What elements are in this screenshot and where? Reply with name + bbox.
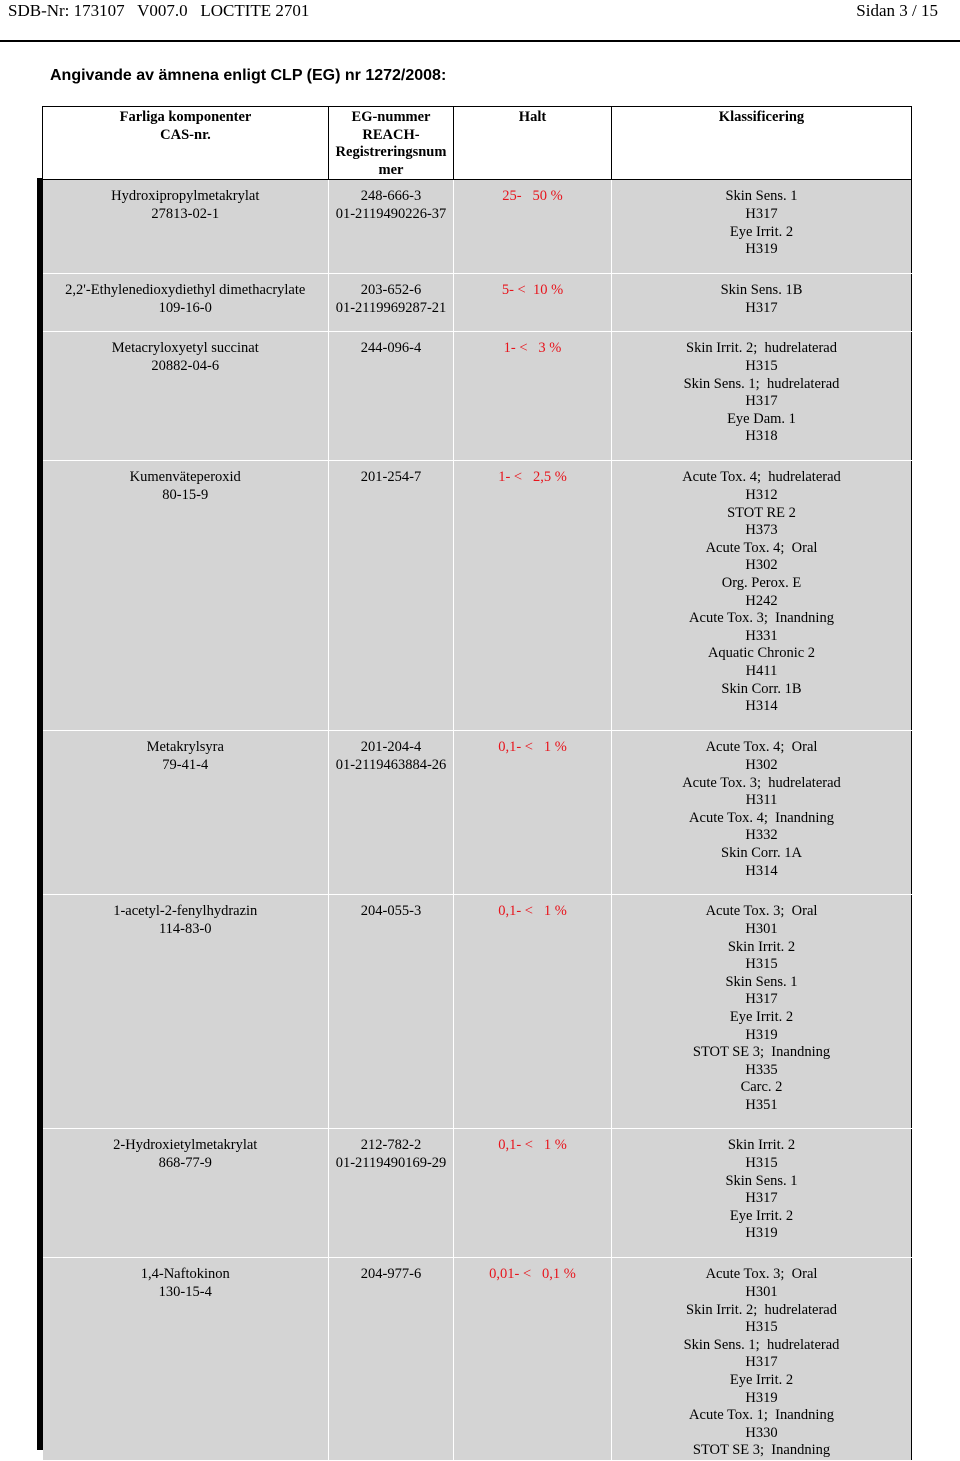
concentration-value: 1- < 2,5 % xyxy=(498,469,567,486)
classification-line: H315 xyxy=(745,1319,778,1336)
classification-line: H351 xyxy=(745,1096,778,1113)
component-name: 2-Hydroxietylmetakrylat xyxy=(113,1137,258,1154)
classification-line: H332 xyxy=(745,827,778,844)
classification-line: Skin Irrit. 2; hudrelaterad xyxy=(686,340,837,357)
classification-line: STOT SE 3; Inandning xyxy=(692,1044,831,1061)
classification-line: Skin Sens. 1 xyxy=(725,1172,798,1189)
component-name: Hydroxipropylmetakrylat xyxy=(111,188,260,205)
classification-cell xyxy=(612,461,912,731)
classification-line: Aquatic Chronic 2 xyxy=(707,645,816,662)
section-title: Angivande av ämnena enligt CLP (EG) nr 1272/2008: xyxy=(50,67,447,84)
classification-line: H373 xyxy=(745,522,778,539)
component-name: Metacryloxyetyl succinat xyxy=(111,340,259,357)
table-row xyxy=(43,895,912,1129)
classification-line: Skin Corr. 1B xyxy=(721,680,802,697)
ec-number-cell xyxy=(329,332,454,461)
concentration-cell xyxy=(454,1129,612,1258)
ec-number: 248-666-3 xyxy=(360,188,422,205)
concentration-value: 0,1- < 1 % xyxy=(498,1137,567,1154)
classification-line: Acute Tox. 4; hudrelaterad xyxy=(682,469,841,486)
classification-line: H312 xyxy=(745,486,778,503)
classification-cell xyxy=(612,274,912,332)
concentration-value: 0,01- < 0,1 % xyxy=(489,1266,576,1283)
col-header-classification: Klassificering xyxy=(612,107,912,180)
classification-line: Acute Tox. 3; Oral xyxy=(705,1266,818,1283)
col-header-ec-number: EG-nummer REACH- Registreringsnum mer xyxy=(329,107,454,180)
classification-line: H335 xyxy=(745,1061,778,1078)
ec-number-cell xyxy=(329,461,454,731)
classification-line: H302 xyxy=(745,756,778,773)
component-cell xyxy=(43,1129,329,1258)
classification-line: H330 xyxy=(745,1424,778,1441)
classification-line: H314 xyxy=(745,862,778,879)
classification-line: H319 xyxy=(745,1225,778,1242)
classification-line: H317 xyxy=(745,205,778,222)
component-name: 1,4-Naftokinon xyxy=(140,1266,230,1283)
concentration-value: 25- 50 % xyxy=(502,188,563,205)
component-name: 2,2'-Ethylenedioxydiethyl dimethacrylate xyxy=(65,282,306,299)
classification-line: Skin Sens. 1 xyxy=(725,973,798,990)
component-cell xyxy=(43,180,329,274)
classification-line: H317 xyxy=(745,393,778,410)
page-number: Sidan 3 / 15 xyxy=(856,1,938,20)
classification-line: Skin Irrit. 2 xyxy=(727,938,796,955)
component-cell xyxy=(43,274,329,332)
cas-number: 27813-02-1 xyxy=(151,205,220,222)
classification-line: H315 xyxy=(745,956,778,973)
cas-number: 80-15-9 xyxy=(162,486,209,503)
classification-line: Acute Tox. 4; Oral xyxy=(705,539,818,556)
component-name: 1-acetyl-2-fenylhydrazin xyxy=(113,903,258,920)
ec-number: 244-096-4 xyxy=(360,340,422,357)
classification-line: Acute Tox. 4; Oral xyxy=(705,739,818,756)
classification-line: H302 xyxy=(745,557,778,574)
classification-cell xyxy=(612,731,912,895)
cas-number: 20882-04-6 xyxy=(151,357,220,374)
ec-number-cell xyxy=(329,1258,454,1461)
cas-number: 79-41-4 xyxy=(162,756,209,773)
table-row xyxy=(43,731,912,895)
concentration-value: 5- < 10 % xyxy=(501,282,564,299)
classification-line: Eye Irrit. 2 xyxy=(729,1371,794,1388)
component-cell xyxy=(43,895,329,1129)
classification-cell xyxy=(612,180,912,274)
ec-number: 201-254-7 xyxy=(360,469,422,486)
classification-line: H319 xyxy=(745,1389,778,1406)
classification-line: H319 xyxy=(745,241,778,258)
classification-cell xyxy=(612,332,912,461)
reach-registration-number: 01-2119969287-21 xyxy=(335,299,447,316)
classification-line: H411 xyxy=(745,662,778,679)
ec-number-cell xyxy=(329,180,454,274)
cas-number: 130-15-4 xyxy=(158,1283,212,1300)
classification-line: H331 xyxy=(745,627,778,644)
classification-line: Acute Tox. 1; Inandning xyxy=(689,1407,834,1424)
classification-line: H318 xyxy=(745,428,778,445)
page-header xyxy=(0,0,960,24)
classification-line: Skin Sens. 1 xyxy=(725,188,798,205)
document-id: SDB-Nr: 173107 V007.0 LOCTITE 2701 xyxy=(8,1,310,20)
component-cell xyxy=(43,731,329,895)
reach-registration-number: 01-2119463884-26 xyxy=(335,756,447,773)
component-name: Metakrylsyra xyxy=(146,739,224,756)
concentration-value: 0,1- < 1 % xyxy=(498,739,567,756)
table-row xyxy=(43,461,912,731)
classification-line: H301 xyxy=(745,1283,778,1300)
classification-cell xyxy=(612,1258,912,1461)
classification-line: Eye Dam. 1 xyxy=(727,410,796,427)
table-row xyxy=(43,1129,912,1258)
table-header-row xyxy=(43,107,912,180)
classification-line: Skin Sens. 1; hudrelaterad xyxy=(683,375,840,392)
classification-line: Carc. 2 xyxy=(740,1079,783,1096)
table-row xyxy=(43,1258,912,1461)
ec-number-cell xyxy=(329,731,454,895)
header-rule xyxy=(0,40,960,42)
ec-number: 201-204-4 xyxy=(360,739,422,756)
classification-line: Eye Irrit. 2 xyxy=(729,223,794,240)
classification-line: STOT RE 2 xyxy=(727,504,796,521)
classification-cell xyxy=(612,1129,912,1258)
classification-line: H317 xyxy=(745,1190,778,1207)
cas-number: 109-16-0 xyxy=(158,299,212,316)
classification-line: STOT SE 3; Inandning xyxy=(692,1442,831,1459)
classification-line: H319 xyxy=(745,1026,778,1043)
concentration-cell xyxy=(454,1258,612,1461)
concentration-cell xyxy=(454,895,612,1129)
classification-line: Skin Irrit. 2 xyxy=(727,1137,796,1154)
concentration-cell xyxy=(454,180,612,274)
classification-line: Acute Tox. 4; Inandning xyxy=(689,809,834,826)
classification-line: H301 xyxy=(745,920,778,937)
classification-line: H314 xyxy=(745,698,778,715)
classification-line: Skin Sens. 1B xyxy=(720,282,803,299)
ec-number-cell xyxy=(329,1129,454,1258)
component-cell xyxy=(43,1258,329,1461)
classification-line: Skin Sens. 1; hudrelaterad xyxy=(683,1336,840,1353)
classification-line: H317 xyxy=(745,1354,778,1371)
concentration-cell xyxy=(454,332,612,461)
classification-line: H317 xyxy=(745,991,778,1008)
ec-number-cell xyxy=(329,895,454,1129)
cas-number: 868-77-9 xyxy=(158,1154,212,1171)
concentration-cell xyxy=(454,731,612,895)
reach-registration-number: 01-2119490169-29 xyxy=(335,1154,447,1171)
classification-line: H315 xyxy=(745,357,778,374)
concentration-value: 0,1- < 1 % xyxy=(498,903,567,920)
concentration-cell xyxy=(454,274,612,332)
classification-line: H311 xyxy=(745,792,778,809)
components-table xyxy=(42,106,912,1461)
classification-line: Eye Irrit. 2 xyxy=(729,1008,794,1025)
ec-number: 204-055-3 xyxy=(360,903,422,920)
classification-line: H317 xyxy=(745,299,778,316)
classification-line: H242 xyxy=(745,592,778,609)
classification-cell xyxy=(612,895,912,1129)
classification-line: Acute Tox. 3; Inandning xyxy=(689,610,834,627)
concentration-value: 1- < 3 % xyxy=(503,340,562,357)
classification-line: Acute Tox. 3; Oral xyxy=(705,903,818,920)
classification-line: Acute Tox. 3; hudrelaterad xyxy=(682,774,841,791)
reach-registration-number: 01-2119490226-37 xyxy=(335,205,447,222)
concentration-cell xyxy=(454,461,612,731)
col-header-component: Farliga komponenter CAS-nr. xyxy=(43,107,329,180)
classification-line: Skin Corr. 1A xyxy=(721,844,802,861)
ec-number: 204-977-6 xyxy=(360,1266,422,1283)
component-cell xyxy=(43,461,329,731)
component-name: Kumenväteperoxid xyxy=(129,469,241,486)
classification-line: Skin Irrit. 2; hudrelaterad xyxy=(686,1301,837,1318)
classification-line: Eye Irrit. 2 xyxy=(729,1207,794,1224)
classification-line: Org. Perox. E xyxy=(721,574,802,591)
col-header-concentration: Halt xyxy=(454,107,612,180)
table-row xyxy=(43,180,912,274)
cas-number: 114-83-0 xyxy=(158,920,212,937)
ec-number-cell xyxy=(329,274,454,332)
component-cell xyxy=(43,332,329,461)
ec-number: 212-782-2 xyxy=(360,1137,422,1154)
table-row xyxy=(43,274,912,332)
ec-number: 203-652-6 xyxy=(360,282,422,299)
classification-line: H315 xyxy=(745,1154,778,1171)
table-row xyxy=(43,332,912,461)
